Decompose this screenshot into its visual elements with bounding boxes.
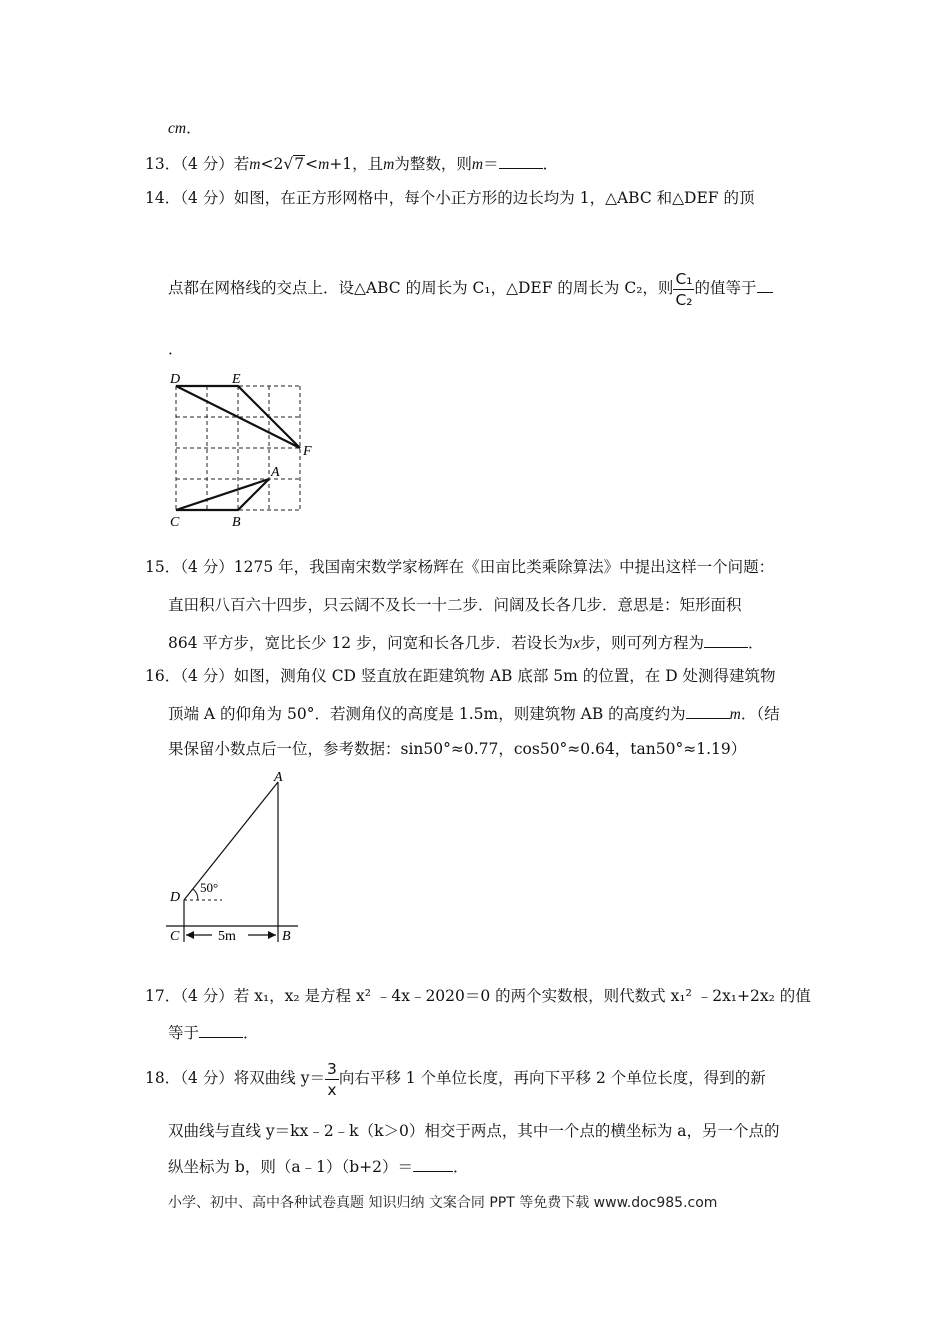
q16-text-1: （4 分）如图，测角仪 CD 竖直放在距建筑物 AB 底部 5m 的位置，在 D 处测得建筑物 — [180, 667, 776, 685]
q13-end: ． — [542, 155, 559, 173]
label-f: F — [303, 444, 312, 459]
q14-end: ． — [168, 340, 184, 358]
fig-label-a: A — [274, 770, 283, 785]
q14-text-2b: 的值等于 — [694, 279, 757, 297]
q16-text-3: 果保留小数点后一位，参考数据：sin50°≈0.77，cos50°≈0.64，tan50°≈1.19） — [168, 740, 747, 758]
question-18-line-1 — [145, 1056, 766, 1100]
q16-unit-m: m — [729, 706, 741, 723]
label-b: B — [232, 515, 241, 530]
label-d: D — [170, 372, 181, 387]
question-14-line-1 — [145, 187, 755, 209]
q13-var-m2: m — [318, 156, 330, 173]
q17-text-1: （4 分）若 x₁，x₂ 是方程 x² ﹣4x﹣2020＝0 的两个实数根，则代数式 x₁² ﹣2x₁+2x₂ 的值 — [180, 987, 811, 1005]
q14-number: 14． — [145, 189, 181, 207]
q14-text-1: （4 分）如图，在正方形网格中，每个小正方形的边长均为 1，△ABC 和△DEF 的顶 — [180, 189, 755, 207]
q13-number: 13． — [145, 155, 181, 173]
q17-answer-blank — [199, 1023, 243, 1038]
q15-end: ． — [748, 634, 764, 652]
q15-number: 15． — [145, 558, 181, 576]
building-figure — [160, 770, 310, 950]
q18-text-1a: （4 分）将双曲线 y＝ — [180, 1069, 325, 1087]
angle-arc — [193, 889, 198, 900]
question-17-line-1 — [145, 985, 811, 1007]
q14-answer-blank — [757, 278, 773, 293]
question-17-line-2 — [168, 1022, 259, 1044]
q13-equals: ＝ — [483, 155, 499, 173]
q18-end: ． — [452, 1158, 469, 1176]
q14-text-2a: 点都在网格线的交点上．设△ABC 的周长为 C₁，△DEF 的周长为 C₂，则 — [168, 279, 674, 297]
q13-var-m: m — [249, 156, 261, 173]
unit-cm: cm — [168, 120, 187, 137]
q15-text-3b: 步，则可列方程为 — [579, 634, 704, 652]
q18-frac-num: 3 — [326, 1059, 337, 1078]
label-c: C — [170, 515, 180, 530]
triangle-abc — [176, 479, 269, 510]
q13-text-b: +1，且 — [329, 155, 384, 173]
q18-text-1b: 向右平移 1 个单位长度，再向下平移 2 个单位长度，得到的新 — [338, 1069, 766, 1087]
fig-label-c: C — [170, 929, 180, 944]
q13-text-a: （4 分）若 — [180, 155, 250, 173]
q16-answer-blank — [686, 704, 730, 719]
question-18-line-3 — [168, 1156, 469, 1178]
question-14-line-3 — [168, 338, 184, 360]
q14-frac-num: C₁ — [675, 269, 693, 288]
q15-text-1: （4 分）1275 年，我国南宋数学家杨辉在《田亩比类乘除算法》中提出这样一个问题： — [180, 558, 775, 576]
q18-answer-blank — [413, 1157, 453, 1172]
question-15-line-1 — [145, 556, 774, 578]
fig-distance-label: 5m — [218, 929, 236, 944]
fig-label-b: B — [282, 929, 291, 944]
fig-label-d: D — [170, 890, 181, 905]
q13-less-than-2: < — [305, 155, 319, 173]
question-18-line-2 — [168, 1120, 780, 1142]
q13-radicand: 7 — [294, 155, 305, 173]
grid-lines — [176, 386, 300, 510]
label-e: E — [232, 372, 241, 387]
sqrt-icon: √ — [283, 155, 294, 173]
sight-line-da — [184, 782, 278, 900]
question-16-line-2 — [168, 703, 780, 726]
q15-text-3a: 864 平方步，宽比长少 12 步，问宽和长各几步．若设长为 — [168, 634, 574, 652]
q14-frac-den: C₂ — [675, 290, 693, 309]
q13-less-than: <2 — [260, 155, 284, 173]
continued-answer-line — [168, 117, 202, 140]
question-15-line-2 — [168, 594, 742, 616]
q18-number: 18． — [145, 1069, 181, 1087]
arrowhead-right-icon — [268, 931, 276, 939]
fig-angle-label: 50° — [200, 880, 219, 895]
q13-var-m3: m — [383, 156, 395, 173]
page-footer: 小学、初中、高中各种试卷真题 知识归纳 文案合同 PPT 等免费下载 www.doc985.com — [168, 1195, 718, 1211]
period: ． — [186, 119, 202, 137]
question-16-line-1 — [145, 665, 776, 687]
q17-text-2: 等于 — [168, 1024, 200, 1042]
q16-number: 16． — [145, 667, 181, 685]
q15-answer-blank — [704, 633, 748, 648]
question-13 — [145, 153, 558, 176]
q18-text-3: 纵坐标为 b，则（a﹣1）（b+2）＝ — [168, 1158, 413, 1176]
q18-text-2: 双曲线与直线 y＝kx﹣2﹣k（k＞0）相交于两点，其中一个点的横坐标为 a，另一个点的 — [168, 1122, 780, 1140]
grid-figure — [160, 368, 330, 533]
label-a: A — [271, 465, 280, 480]
q15-text-2: 直田积八百六十四步，只云阔不及长一十二步．问阔及长各几步．意思是：矩形面积 — [168, 596, 742, 614]
q17-end: ． — [243, 1024, 259, 1042]
question-14-line-2 — [168, 262, 773, 314]
question-15-line-3 — [168, 632, 764, 655]
q16-text-2a: 顶端 A 的仰角为 50°．若测角仪的高度是 1.5m，则建筑物 AB 的高度约为 — [168, 705, 686, 723]
q13-answer-blank — [499, 154, 543, 169]
q13-text-c: 为整数，则 — [394, 155, 472, 173]
question-16-line-3 — [168, 738, 746, 760]
q14-fraction — [673, 269, 694, 310]
q15-var-x: x — [573, 635, 580, 652]
q13-var-m4: m — [471, 156, 484, 173]
q18-frac-den: x — [327, 1080, 337, 1099]
q16-text-2b: ．（结 — [740, 705, 780, 723]
q18-fraction — [325, 1059, 339, 1100]
arrowhead-left-icon — [186, 931, 194, 939]
q17-number: 17． — [145, 987, 181, 1005]
